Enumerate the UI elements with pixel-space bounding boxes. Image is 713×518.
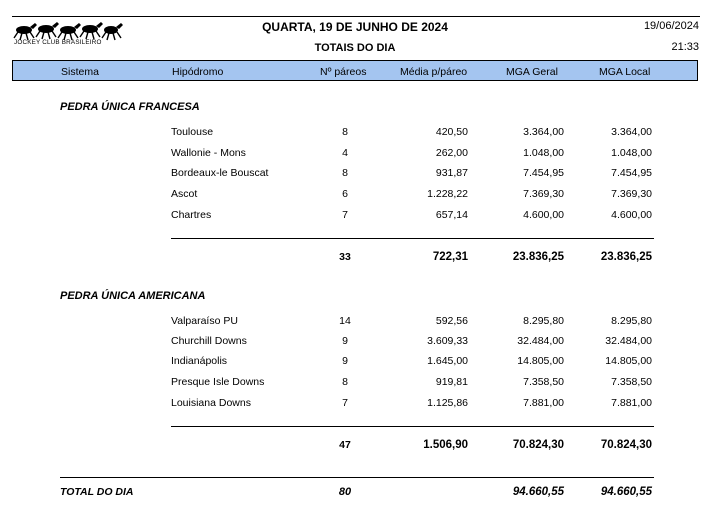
row-media: 3.609,33 [427, 335, 468, 347]
row-hipodromo: Chartres [171, 209, 212, 221]
grand-total-rule [60, 477, 654, 478]
row-media: 1.125,86 [427, 397, 468, 409]
row-mga-geral: 1.048,00 [523, 147, 564, 159]
grand-total-pareos: 80 [338, 486, 352, 498]
subtotal-mga-local: 23.836,25 [600, 251, 652, 263]
row-mga-local: 7.358,50 [611, 376, 652, 388]
column-header-bar [12, 60, 698, 81]
row-media: 657,14 [435, 209, 468, 221]
row-hipodromo: Presque Isle Downs [171, 376, 265, 388]
row-pareos: 8 [342, 376, 348, 388]
subtotal-media: 722,31 [432, 251, 468, 263]
subtotal-mga-local: 70.824,30 [600, 439, 652, 451]
row-mga-geral: 7.881,00 [523, 397, 564, 409]
row-mga-local: 7.454,95 [611, 167, 652, 179]
subtotal-rule [171, 426, 654, 427]
subtotal-rule [171, 238, 654, 239]
row-media: 919,81 [435, 376, 468, 388]
row-pareos: 7 [342, 209, 348, 221]
subtotal-pareos: 33 [339, 251, 351, 263]
row-pareos: 8 [342, 167, 348, 179]
subtotal-pareos: 47 [339, 439, 351, 451]
section-title: PEDRA ÚNICA FRANCESA [60, 101, 200, 113]
subtotal-media: 1.506,90 [423, 439, 468, 451]
row-mga-local: 7.369,30 [611, 188, 652, 200]
row-mga-local: 3.364,00 [611, 126, 652, 138]
row-mga-geral: 4.600,00 [523, 209, 564, 221]
report-date: 19/06/2024 [643, 20, 699, 32]
row-hipodromo: Bordeaux-le Bouscat [171, 167, 269, 179]
row-media: 592,56 [435, 315, 468, 327]
row-mga-geral: 3.364,00 [523, 126, 564, 138]
grand-total-mga-local: 94.660,55 [600, 486, 652, 498]
row-hipodromo: Ascot [171, 188, 198, 200]
row-pareos: 9 [342, 335, 348, 347]
row-mga-local: 32.484,00 [605, 335, 652, 347]
col-header-hipodromo: Hipódromo [172, 66, 224, 78]
subtotal-mga-geral: 70.824,30 [512, 439, 564, 451]
report-time: 21:33 [671, 41, 699, 53]
row-hipodromo: Churchill Downs [171, 335, 247, 347]
row-mga-local: 8.295,80 [611, 315, 652, 327]
row-mga-geral: 14.805,00 [517, 355, 564, 367]
row-pareos: 9 [342, 355, 348, 367]
row-mga-local: 14.805,00 [605, 355, 652, 367]
grand-total-mga-geral: 94.660,55 [512, 486, 564, 498]
col-header-mga-local: MGA Local [599, 66, 651, 78]
row-mga-geral: 8.295,80 [523, 315, 564, 327]
row-pareos: 8 [342, 126, 348, 138]
row-hipodromo: Toulouse [171, 126, 214, 138]
row-hipodromo: Wallonie - Mons [171, 147, 246, 159]
row-pareos: 7 [342, 397, 348, 409]
col-header-mga-geral: MGA Geral [506, 66, 558, 78]
row-mga-local: 1.048,00 [611, 147, 652, 159]
row-mga-geral: 7.358,50 [523, 376, 564, 388]
row-mga-local: 7.881,00 [611, 397, 652, 409]
subtotal-mga-geral: 23.836,25 [512, 251, 564, 263]
row-mga-local: 4.600,00 [611, 209, 652, 221]
row-pareos: 6 [342, 188, 348, 200]
report-title: QUARTA, 19 DE JUNHO DE 2024 [262, 20, 448, 34]
row-media: 262,00 [435, 147, 468, 159]
col-header-media: Média p/páreo [400, 66, 468, 78]
row-mga-geral: 7.369,30 [523, 188, 564, 200]
row-pareos: 4 [342, 147, 348, 159]
row-pareos: 14 [339, 315, 351, 327]
report-subtitle: TOTAIS DO DIA [314, 42, 396, 54]
row-hipodromo: Indianápolis [171, 355, 228, 367]
row-hipodromo: Louisiana Downs [171, 397, 251, 409]
row-media: 931,87 [435, 167, 468, 179]
logo-text: JOCKEY CLUB BRASILEIRO [14, 39, 102, 46]
row-mga-geral: 7.454,95 [523, 167, 564, 179]
row-media: 420,50 [435, 126, 468, 138]
section-title: PEDRA ÚNICA AMERICANA [60, 290, 206, 302]
grand-total-label: TOTAL DO DIA [60, 486, 134, 498]
row-media: 1.228,22 [427, 188, 468, 200]
col-header-pareos: Nº páreos [320, 66, 367, 78]
col-header-sistema: Sistema [61, 66, 99, 78]
row-mga-geral: 32.484,00 [517, 335, 564, 347]
row-media: 1.645,00 [427, 355, 468, 367]
row-hipodromo: Valparaíso PU [171, 315, 238, 327]
